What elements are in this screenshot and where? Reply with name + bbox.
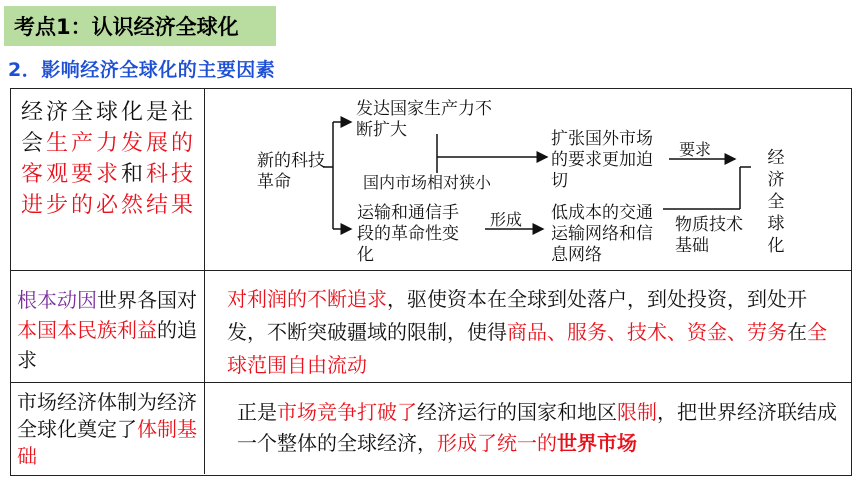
banner-title: 考点1：认识经济全球化	[14, 15, 239, 39]
row2-right-cell	[205, 271, 851, 382]
diagram-branch-mid: 国内市场相对狭小	[363, 173, 492, 192]
row2-left-cell	[11, 271, 205, 382]
row3-right-cell	[205, 383, 851, 474]
diagram-label-require: 要求	[679, 140, 712, 159]
row3-right-text-6: 形成了统一的	[437, 431, 557, 455]
diagram-label-form: 形成	[490, 210, 523, 229]
row3-right-text-5: ，把世界经济联结成一个整体的全球经济，	[237, 400, 837, 455]
diagram-branch-top: 发达国家生产力不断扩大	[356, 99, 492, 140]
row2-right-text-1: 对利润的不断追求	[227, 287, 387, 311]
row3-right-text-2: 市场竞争打破了	[277, 400, 417, 424]
table-row	[11, 89, 851, 271]
row2-right-text-2: ，驱使资本在全球到处落户，到处投资，到处开发，不断突破疆域的限制，使得	[227, 287, 807, 344]
row3-right-text-4: 限制	[617, 400, 657, 424]
causal-diagram	[205, 89, 851, 271]
row3-right-text-7: 世界市场	[557, 431, 637, 455]
row2-right-text-4: 在	[787, 320, 807, 344]
diagram-final: 经济全球化	[767, 148, 785, 256]
diagram-branch-bottom: 运输和通信手段的革命性变化	[357, 203, 459, 265]
diagram-label-material: 物质技术基础	[675, 215, 743, 256]
row1-left-text-4: 科技进步的必然结果	[21, 162, 197, 218]
row3-left-text-2: 体制基础	[17, 417, 197, 468]
row2-right-text-3: 商品、服务、技术、资金、劳务	[507, 320, 787, 344]
row2-left-text-1: 根本动因	[17, 288, 97, 312]
row2-right-text-5: 全球范围自由流动	[227, 320, 827, 377]
table-row	[11, 383, 851, 474]
row2-left-text-3: 本国本民族利益	[17, 318, 157, 342]
subheading: 2．影响经济全球化的主要因素	[8, 59, 276, 81]
factors-table	[10, 88, 852, 476]
row3-left-cell	[11, 383, 205, 474]
section-banner	[4, 6, 276, 46]
row1-left-cell	[11, 89, 205, 270]
row3-left-text-1: 市场经济体制为经济全球化奠定了	[17, 390, 197, 441]
table-row	[11, 271, 851, 383]
row2-left-text-2: 世界各国对	[97, 288, 197, 312]
row1-right-cell	[205, 89, 851, 270]
row1-left-text-1: 经济全球化是社会	[21, 100, 197, 156]
row3-right-text-1: 正是	[237, 400, 277, 424]
row1-left-text-2: 生产力发展的客观要求	[21, 131, 197, 187]
diagram-result-bottom: 低成本的交通运输网络和信息网络	[551, 203, 653, 265]
row3-right-text-3: 经济运行的国家和地区	[417, 400, 617, 424]
row1-left-text-3: 和	[121, 162, 147, 187]
diagram-root: 新的科技革命	[257, 151, 325, 192]
row2-left-text-4: 的追求	[17, 318, 197, 372]
diagram-result-top: 扩张国外市场的要求更加迫切	[551, 129, 653, 191]
